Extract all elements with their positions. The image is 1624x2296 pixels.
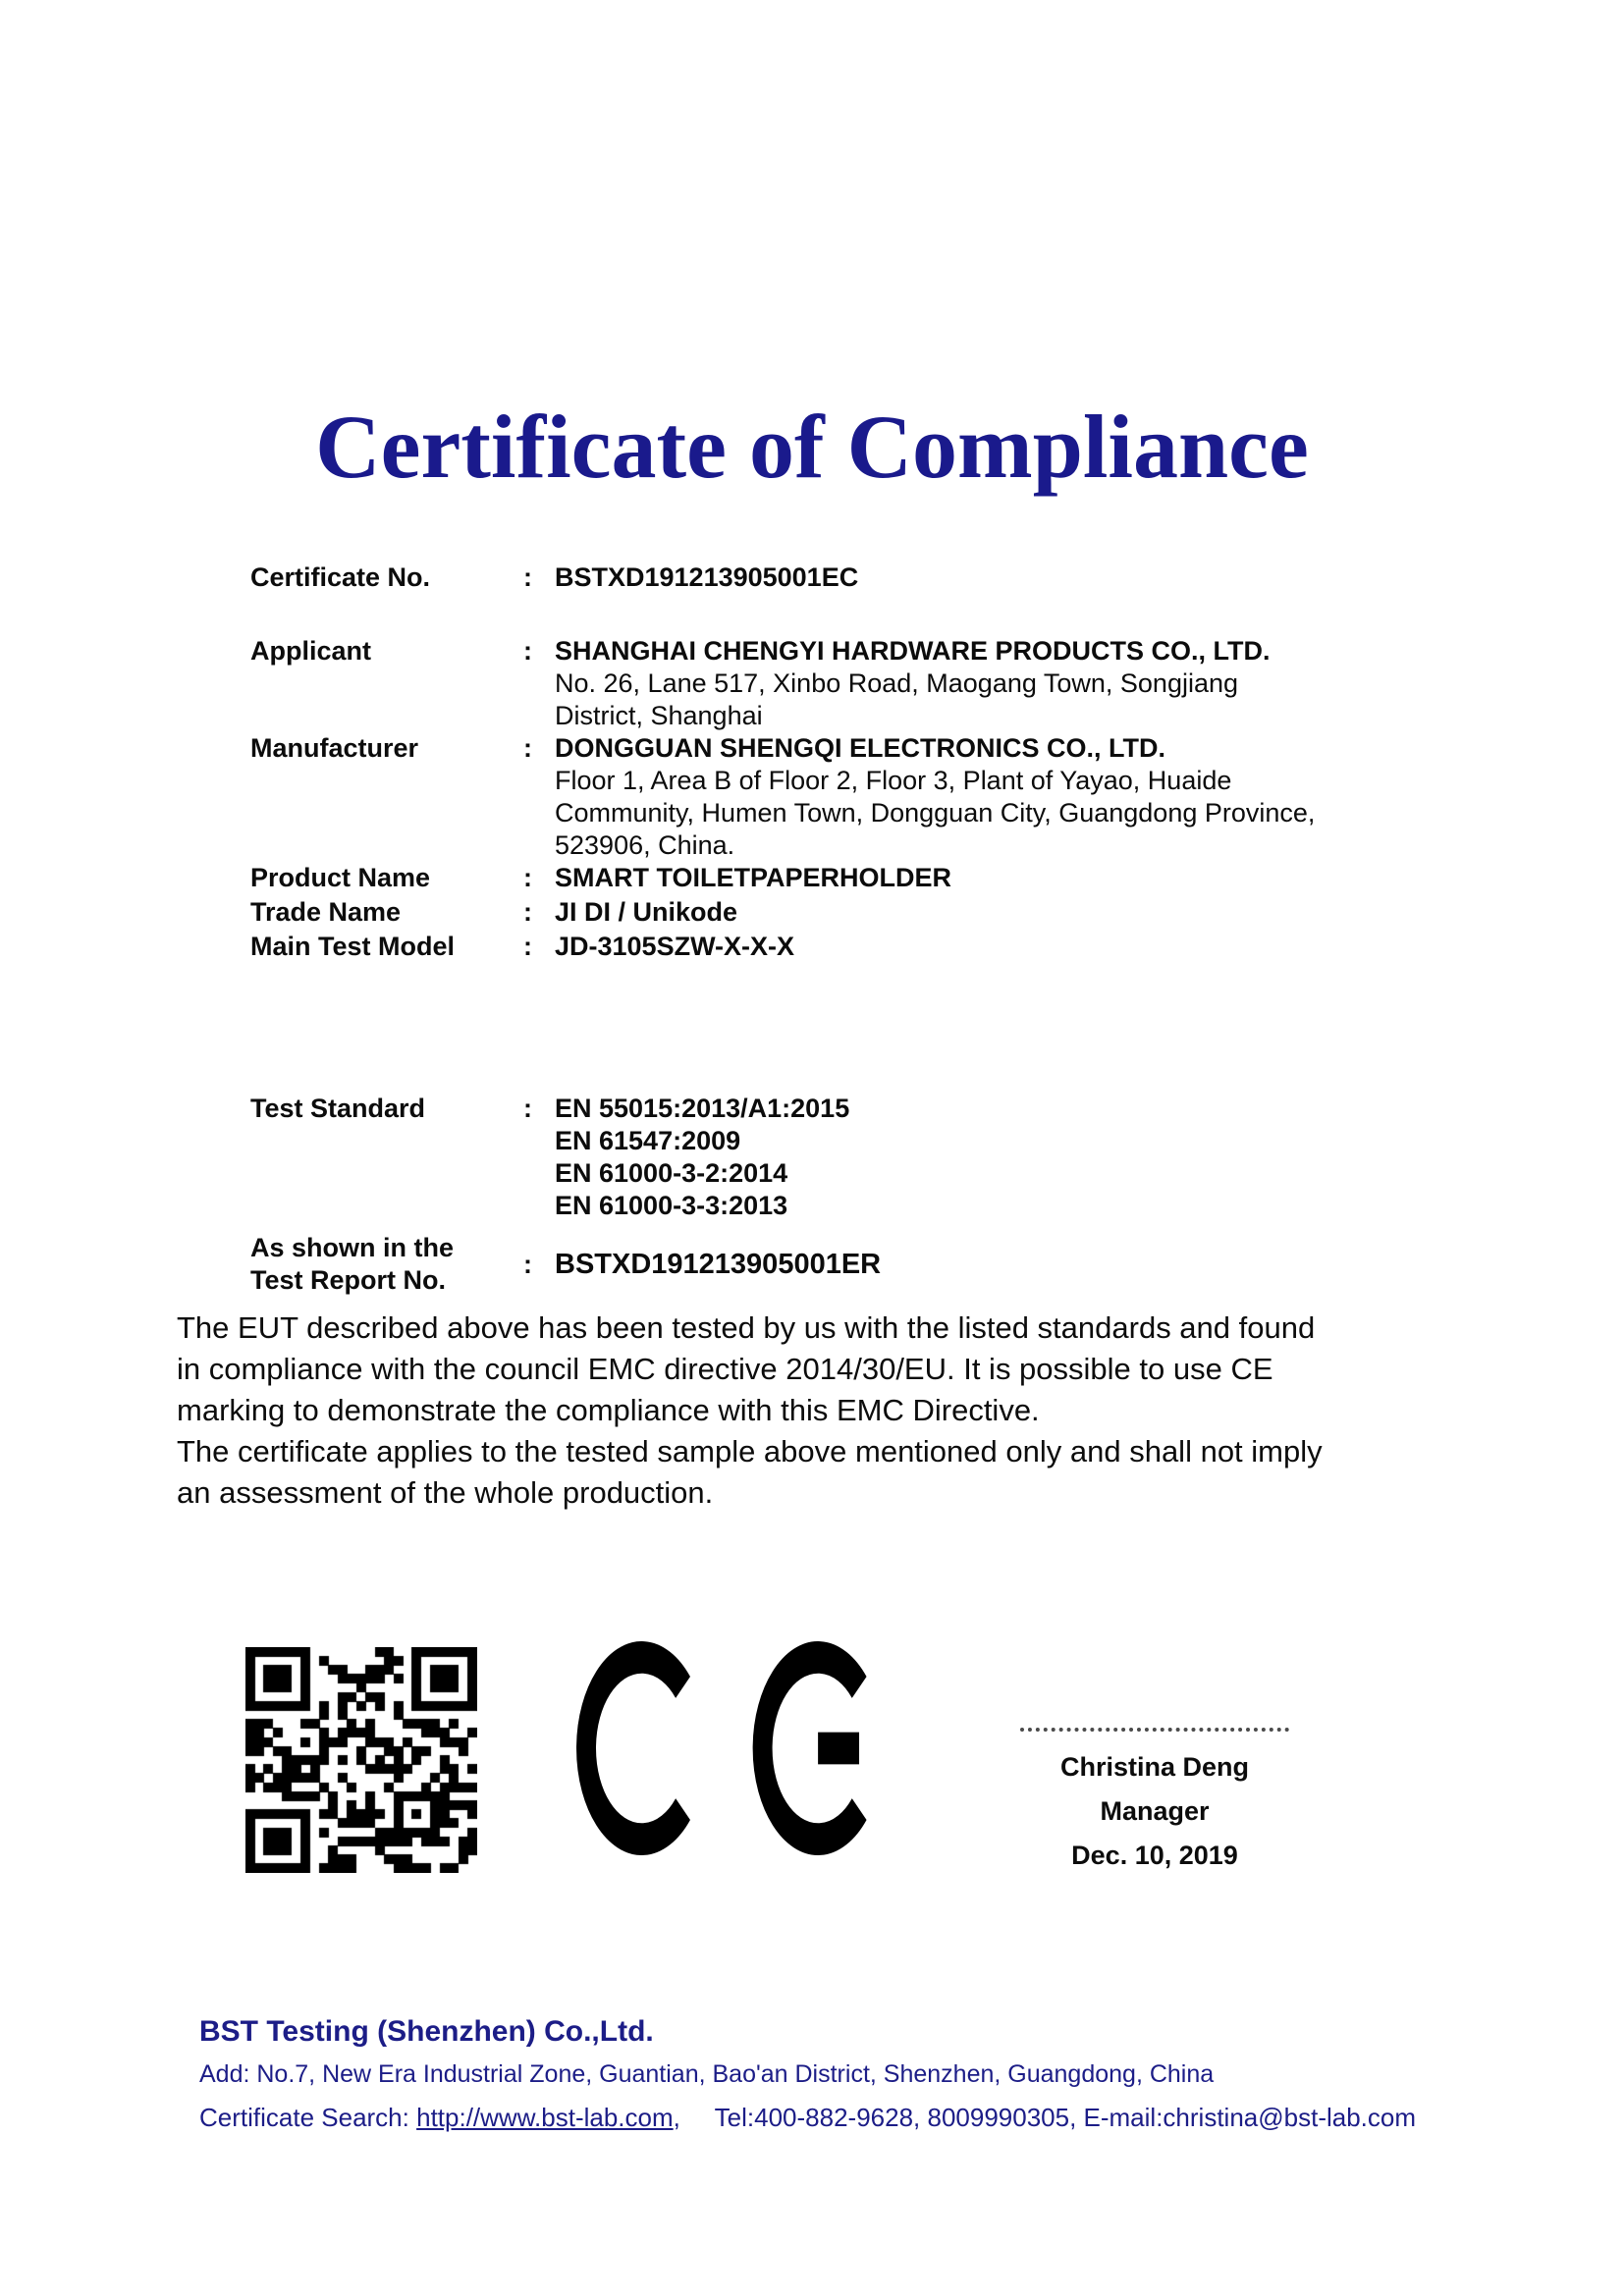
statement-line: an assessment of the whole production. — [177, 1475, 714, 1510]
test-standard-value: EN 61547:2009 — [555, 1126, 741, 1155]
trade-name-label: Trade Name — [250, 897, 402, 927]
colon-separator: : — [523, 863, 532, 892]
signatory-role: Manager — [1100, 1796, 1210, 1826]
applicant-label: Applicant — [250, 636, 372, 666]
ce-mark-svg — [576, 1641, 867, 1855]
product-name-value: SMART TOILETPAPERHOLDER — [555, 863, 952, 892]
test-standard-value: EN 61000-3-2:2014 — [555, 1158, 788, 1188]
main-test-model-value: JD-3105SZW-X-X-X — [555, 932, 795, 961]
ce-mark-icon — [576, 1641, 867, 1855]
field-row-trade-name — [250, 896, 1546, 929]
applicant-address-line: No. 26, Lane 517, Xinbo Road, Maogang Town, Songjiang — [555, 668, 1239, 698]
lab-contacts: Tel:400-882-9628, 8009990305, E-mail:christina@bst-lab.com — [714, 2103, 1417, 2132]
product-name-label: Product Name — [250, 863, 431, 892]
manufacturer-address-line: Floor 1, Area B of Floor 2, Floor 3, Plant of Yayao, Huaide — [555, 766, 1232, 795]
main-test-model-label: Main Test Model — [250, 932, 456, 961]
signature-dotted-line — [1020, 1728, 1289, 1732]
manufacturer-address-line: Community, Humen Town, Dongguan City, Guangdong Province, — [555, 798, 1316, 828]
colon-separator: : — [523, 1094, 532, 1123]
qr-code-canvas — [245, 1647, 477, 1873]
field-row-product-name — [250, 862, 1546, 894]
applicant-address-line: District, Shanghai — [555, 701, 763, 730]
lab-address: Add: No.7, New Era Industrial Zone, Guantian, Bao'an District, Shenzhen, Guangdong, China — [199, 2060, 1215, 2088]
page-title: Certificate of Compliance — [315, 397, 1309, 497]
statement-line: marking to demonstrate the compliance with this EMC Directive. — [177, 1393, 1040, 1427]
field-row-main-test-model — [250, 931, 1546, 963]
footer — [199, 2014, 1505, 2133]
applicant-name: SHANGHAI CHENGYI HARDWARE PRODUCTS CO., LTD. — [555, 636, 1271, 666]
field-row-applicant — [250, 635, 1546, 732]
field-row-test-standard — [250, 1093, 1546, 1222]
signatory-name: Christina Deng — [1059, 1752, 1250, 1782]
colon-separator: : — [523, 733, 532, 763]
certificate-search-line — [199, 2102, 1505, 2133]
test-standard-value: EN 55015:2013/A1:2015 — [555, 1094, 850, 1123]
field-row-manufacturer — [250, 732, 1546, 862]
field-row-certificate-no — [250, 561, 1546, 594]
colon-separator: : — [523, 562, 532, 592]
signature-block — [1011, 1728, 1298, 1878]
search-suffix: , — [673, 2103, 680, 2132]
manufacturer-name: DONGGUAN SHENGQI ELECTRONICS CO., LTD. — [555, 733, 1166, 763]
statement-line: The EUT described above has been tested by us with the listed standards and found — [177, 1310, 1316, 1345]
compliance-statement — [177, 1308, 1551, 1514]
colon-separator: : — [523, 1249, 532, 1279]
signature-date: Dec. 10, 2019 — [1071, 1841, 1238, 1870]
field-row-test-report-no — [250, 1232, 1546, 1297]
colon-separator: : — [523, 897, 532, 927]
manufacturer-label: Manufacturer — [250, 733, 419, 763]
trade-name-value: JI DI / Unikode — [555, 897, 738, 927]
certificate-no-value: BSTXD191213905001EC — [555, 562, 859, 592]
certificate-fields — [250, 561, 1546, 1297]
statement-line: The certificate applies to the tested sample above mentioned only and shall not imply — [177, 1434, 1323, 1468]
test-standard-value: EN 61000-3-3:2013 — [555, 1191, 788, 1220]
colon-separator: : — [523, 636, 532, 666]
certificate-search-label: Certificate Search: — [199, 2103, 409, 2132]
test-report-label-line: As shown in the — [250, 1233, 455, 1262]
colon-separator: : — [523, 932, 532, 961]
qr-code — [245, 1647, 477, 1873]
statement-line: in compliance with the council EMC directive 2014/30/EU. It is possible to use CE — [177, 1352, 1273, 1386]
test-report-no-value: BSTXD191213905001ER — [555, 1248, 882, 1280]
certificate-no-label: Certificate No. — [250, 562, 431, 592]
manufacturer-address-line: 523906, China. — [555, 830, 735, 860]
test-standard-label: Test Standard — [250, 1094, 426, 1123]
certificate-search-link[interactable]: http://www.bst-lab.com — [416, 2103, 674, 2132]
lab-company-name: BST Testing (Shenzhen) Co.,Ltd. — [199, 2015, 654, 2048]
test-report-label-line: Test Report No. — [250, 1265, 447, 1295]
